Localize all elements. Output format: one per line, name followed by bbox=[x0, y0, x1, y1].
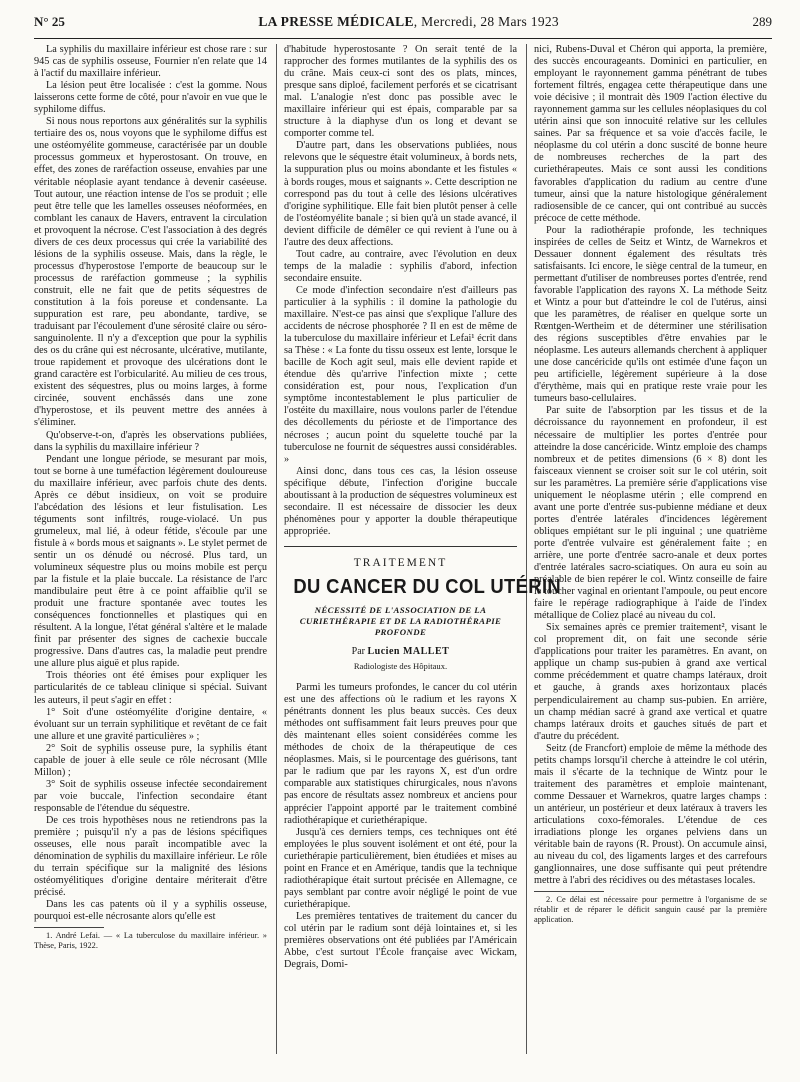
paragraph: La lésion peut être localisée : c'est la gomme. Nous laisserons cette forme de côté, pour n'avoir en vue que le syphilome diffus. bbox=[34, 80, 267, 116]
column-divider bbox=[526, 44, 527, 1054]
page-number: 289 bbox=[752, 14, 772, 29]
paragraph: 1° Soit d'une ostéomyélite d'origine dentaire, « évoluant sur un terrain syphilitique et revêtant de ce fait une allure et une gravité particulières » ; bbox=[34, 706, 267, 742]
page-header bbox=[34, 14, 772, 38]
paragraph: Si nous nous reportons aux généralités sur la syphilis tertiaire des os, nous voyons que le syphilome diffus est une ostéomyélite gommeuse, caractérisée par un double processus gommeux et hyperostosant. On trouve, en effet, des zones de raréfaction osseuse, envahies par une véritable néoplasie ayant tendance à devenir caséeuse. Tout autour, une réaction intense de l'os se produit ; elle peut être telle que les lamelles osseuses néoformées, en comblant les canaux de Havers, entravent la circulation et provoquent la nécrose. C'est l'association à des degrés divers de ces deux processus qui crée la variabilité des lésions de la syphilis osseuse. Mais, dans la règle, le processus d'hyperostose l'emporte de beaucoup sur le processus de raréfaction gommeuse ; la syphilis construit, elle ne fait que de petits séquestres de constitution à la fois poreuse et condensante. La suppuration est rare, peu abondante, tardive, se traduisant par l'écoulement d'une sérosité claire ou séro-sanguinolente. Il n'y a d'exception que pour la syphilis des os du crâne qui est nécrosante, ulcérative, mutilante, troue rapidement et provoque des ulcérations dont le grand caractère est l'orbicularité. Au milieu de ces trous, existent des séquestres, plus ou moins larges, à forme circinée, souvent enchâssés dans une zone d'hyperostose, et ils peuvent mettre des années à s'éliminer. bbox=[34, 116, 267, 429]
paragraph: Pour la radiothérapie profonde, les techniques inspirées de celles de Seitz et Wintz, de Warnekros et Dessauer donnent également des résultats très satisfaisants. Ici encore, le siège central de la tumeur, en permettant d'utiliser de nombreuses portes d'entrée, rend favorable l'application des rayons X. La méthode Seitz et Wintz a pour but d'atteindre le col de l'utérus, ainsi que les paramètres, de réaliser en quelque sorte un Rœntgen-Wertheim et de déterminer une stérilisation des régions susceptibles d'être envahies par le néoplasme. Les auteurs allemands cherchent à appliquer une dose cancéricide qu'ils ont estimée d'une façon un peu artificielle, légèrement supérieure à la dose d'érythème, mais qui en pratique reste vraie pour les tumeurs baso-cellulaires. bbox=[534, 224, 767, 405]
paragraph: 2° Soit de syphilis osseuse pure, la syphilis étant capable de jouer à elle seule ce rôle nécrosant (Mlle Millon) ; bbox=[34, 742, 267, 778]
article-title: DU CANCER DU COL UTÉRIN bbox=[293, 575, 562, 598]
paragraph: Pendant une longue période, se mesurant par mois, tout se borne à une tuméfaction légèrement douloureuse du maxillaire inférieur, avec parfois chute des dents. Après ce début insidieux, on voit se produire l'abcédation des lésions et leur fistulisation. Les téguments sont infiltrés, rouge-violacé. Un pus grumeleux, mal lié, à odeur fétide, s'écoule par une fistule à « bords mous et saignants ». Le stylet permet de sentir un os dénudé ou nécrosé. Plus tard, un volumineux séquestre plus ou moins mobile est perçu par la fistule et la plaie buccale. La résistance de l'arc mandibulaire peut être à ce point affaiblie qu'il se produit une fracture spontanée avec toutes les conséquences fonctionnelles et plastiques qui en résultent. A la longue, l'état général s'altère et le malade finit par présenter des signes de cachexie buccale progressive. Dans d'autres cas, la maladie peut prendre une allure plus aiguë et plus rapide. bbox=[34, 453, 267, 670]
paragraph: 3° Soit de syphilis osseuse infectée secondairement par voie buccale, l'infection secondaire étant responsable de l'étendue du séquestre. bbox=[34, 778, 267, 814]
footnote: 2. Ce délai est nécessaire pour permettre à l'organisme de se rétablir et de réparer le déficit sanguin causé par la première application. bbox=[534, 895, 767, 925]
column-right bbox=[534, 44, 767, 925]
paragraph: nici, Rubens-Duval et Chéron qui apporta, la première, des succès encourageants. Dominici en particulier, en employant le rayonnement gamma pénétrant de tubes fortement filtrés, engagea cette thérapeutique dans une voie décisive ; il montrait dès 1909 l'action élective du rayonnement gamma sur les cellules néoplasiques du col utérin ainsi que son innocuité relative sur les cellules saines. Par sa fréquence et sa voie d'accès facile, le néoplasme du col utérin a donc suscité de bonne heure de nombreuses recherches de la part des curiethérapeutes. Mais ce sont aussi les conditions favorables d'application du radium au centre d'une tumeur, ainsi que la nature histologique généralement radiosensible de ce cancer, qui ont contribué au succès précoce de cette méthode. bbox=[534, 44, 767, 224]
paragraph: Les premières tentatives de traitement du cancer du col utérin par le radium sont déjà lointaines et, si les premières observations ont été publiées par l'Américain Abbe, c'est surtout l'École française avec Wickam, Degrais, Domi- bbox=[284, 910, 517, 971]
issue-number: N° 25 bbox=[34, 14, 65, 29]
paragraph: De ces trois hypothèses nous ne retiendrons pas la première ; puisqu'il n'y a pas de lésions spécifiques osseuses, elle nous paraît incompatible avec la dénomination de syphilis du maxillaire inférieur. Le rôle du terrain spécifique sur la malignité des lésions ostéomyélitiques d'origine dentaire mériterait d'être précisé. bbox=[34, 815, 267, 899]
journal-title bbox=[258, 14, 559, 30]
article-byline bbox=[284, 646, 517, 658]
paragraph: Dans les cas patents où il y a syphilis osseuse, pourquoi est-elle nécrosante alors qu'elle est bbox=[34, 899, 267, 923]
paragraph: Ce mode d'infection secondaire n'est d'ailleurs pas particulier à la syphilis : il domine la pathologie du maxillaire. N'est-ce pas ainsi que s'explique l'allure des accidents de nécrose phosphorée ? Il en est de même de la tuberculose du maxillaire inférieur et Lefai¹ écrit dans sa Thèse : « La fonte du tissu osseux est lente, lorsque le bacille de Koch agit seul, mais elle devient rapide et étendue dès qu'arrive l'infection mixte ; cette considération est, pour nous, l'explication d'un symptôme incontestablement le plus particulier de l'ostéite du maxillaire, nous voulons parler de l'étendue des décollements du périoste et de l'importance des nécroses ; aucun point du squelette touché par la tuberculose ne fournit de séquestres aussi considérables. » bbox=[284, 284, 517, 465]
byline-prefix: Par bbox=[351, 645, 368, 657]
author-role: Radiologiste des Hôpitaux. bbox=[353, 661, 448, 672]
paragraph: Tout cadre, au contraire, avec l'évolution en deux temps de la maladie : syphilis d'abord, infection secondaire ensuite. bbox=[284, 248, 517, 284]
paragraph: Ainsi donc, dans tous ces cas, la lésion osseuse spécifique débute, l'infection d'origine buccale aboutissant à la production de séquestres volumineux est secondaire. Il est nécessaire de dissocier les deux phénomènes pour y apporter la double thérapeutique appropriée. bbox=[284, 465, 517, 537]
header-rule bbox=[34, 38, 772, 39]
journal-name: LA PRESSE MÉDICALE bbox=[258, 14, 414, 29]
issue-date: , Mercredi, 28 Mars 1923 bbox=[413, 14, 559, 29]
article-separator bbox=[284, 546, 517, 547]
footnote-rule bbox=[34, 927, 104, 928]
paragraph: D'autre part, dans les observations publiées, nous relevons que le séquestre était volumineux, à bords nets, la suppuration plus ou moins abondante et les fistules « à bords rouges, mous et saignants ». Cette description ne correspond pas du tout à celle des lésions ulcératives d'origine syphilitique. Elle fait bien plutôt penser à celle de l'ostéomyélite banale ; si bien qu'à un stade avancé, il devient difficile de démêler ce qui revient à l'une ou à l'autre des deux affections. bbox=[284, 140, 517, 248]
paragraph: Trois théories ont été émises pour expliquer les particularités de ce tableau clinique si spécial. Suivant les auteurs, il peut s'agir en effet : bbox=[34, 670, 267, 706]
paragraph: Qu'observe-t-on, d'après les observations publiées, dans la syphilis du maxillaire inférieur ? bbox=[34, 429, 267, 453]
paragraph: d'habitude hyperostosante ? On serait tenté de la rapprocher des formes mutilantes de la syphilis des os du crâne. Mais ceux-ci sont des os plats, minces, presque sans diploé, facilement perforés et se cicatrisant mal. L'analogie n'est donc pas possible avec le maxillaire inférieur qui est épais, comparable par sa structure à la diaphyse d'un os long et devant se comporter comme tel. bbox=[284, 44, 517, 140]
footnote-rule bbox=[534, 891, 604, 892]
paragraph: La syphilis du maxillaire inférieur est chose rare : sur 945 cas de syphilis osseuse, Fournier n'en relate que 14 à l'actif du maxillaire inférieur. bbox=[34, 44, 267, 80]
article-author: Lucien MALLET bbox=[367, 645, 450, 657]
paragraph: Parmi les tumeurs profondes, le cancer du col utérin est une des affections où le radium et les rayons X pénétrants donnent les plus beaux succès. Ces deux méthodes ont suffisamment fait leurs preuves pour que dès maintenant elles soient considérées comme les méthodes de choix de la thérapeutique de ces néoplasmes. Mais, si le pourcentage des guérisons, tant par le radium que par les rayons X, est d'un ordre comparable aux statistiques chirurgicales, nous n'avons pas encore de résultats assez nombreux et anciens pour apprécier l'appoint apporté par le traitement combiné radiothérapique et curiethérapique. bbox=[284, 682, 517, 826]
column-left bbox=[34, 44, 267, 951]
paragraph: Jusqu'à ces derniers temps, ces techniques ont été employées le plus souvent isolément et ont été, pour la curiethérapie particulièrement, bien étudiées et mises au point en France et en Amérique, tandis que la technique radiothérapique était surtout précisée en Allemagne, ce pays semblant par contre avoir négligé le point de vue curiethérapique. bbox=[284, 826, 517, 910]
paragraph: Six semaines après ce premier traitement², visant le col proprement dit, on fait une seconde série d'applications pour traiter les paramètres. En avant, on applique un champ sus-pubien à grand axe vertical comme précédemment et quatre champs latéraux, droit et gauche, à grands axes horizontaux placés perpendiculairement au champ sus-pubien. En arrière, un champ médian sacré à grand axe vertical et quatre champs latéraux droits et gauches situés de part et d'autre du précédent. bbox=[534, 622, 767, 742]
column-divider bbox=[276, 44, 277, 1054]
article-section: TRAITEMENT bbox=[353, 556, 448, 569]
paragraph: Par suite de l'absorption par les tissus et de la décroissance du rayonnement en profondeur, il est nécessaire de multiplier les portes d'entrée pour atteindre la dose cancéricide. Wintz emploie des champs nombreux et de petites dimensions (6 × 8) dont les faisceaux viennent se croiser soit sur le col utérin, soit sur les paramètres. La première série d'applications vise uniquement le néoplasme utérin ; elle comprend en avant une porte d'entrée sus-pubienne médiane et deux portes d'entrée latérales d'incidences légèrement obliques empiétant sur le pli inguinal ; une quatrième porte d'entrée vulvaire est généralement faite ; en arrière, une porte d'entrée sacro-anale et deux portes d'entrée latérales sacro-sciatiques. On aura eu soin au préalable de bien repérer le col. Wintz conseille de faire le toucher vaginal en orientant l'ampoule, ou peut encore faire le repérage radiographique à l'aide de l'index métallique de Coliez placé au niveau du col. bbox=[534, 405, 767, 622]
paragraph: Seitz (de Francfort) emploie de même la méthode des petits champs lorsqu'il cherche à atteindre le col utérin, mais il s'écarte de la technique de Wintz pour le traitement des paramètres et emploie maintenant, comme Dessauer et Warnekros, quatre larges champs : un antérieur, un postérieur et deux latéraux à travers les articulations coxo-fémorales. L'étendue de ces irradiations plonge les organes pelviens dans un véritable bain de rayons (R. Proust). On accumule ainsi, au niveau du col, des ligaments larges et des carrefours ganglionnaires, une dose suffisante qui peut prétendre mettre à l'abri des récidives ou des métastases locales. bbox=[534, 742, 767, 887]
column-middle bbox=[284, 44, 562, 971]
article-subtitle: NÉCESSITÉ DE L'ASSOCIATION DE LA CURIETHÉRAPIE ET DE LA RADIOTHÉRAPIE PROFONDE bbox=[299, 604, 502, 637]
newspaper-page bbox=[34, 14, 772, 1074]
footnote: 1. André Lefai. — « La tuberculose du maxillaire inférieur. » Thèse, Paris, 1922. bbox=[34, 931, 267, 951]
article-heading bbox=[284, 556, 562, 672]
